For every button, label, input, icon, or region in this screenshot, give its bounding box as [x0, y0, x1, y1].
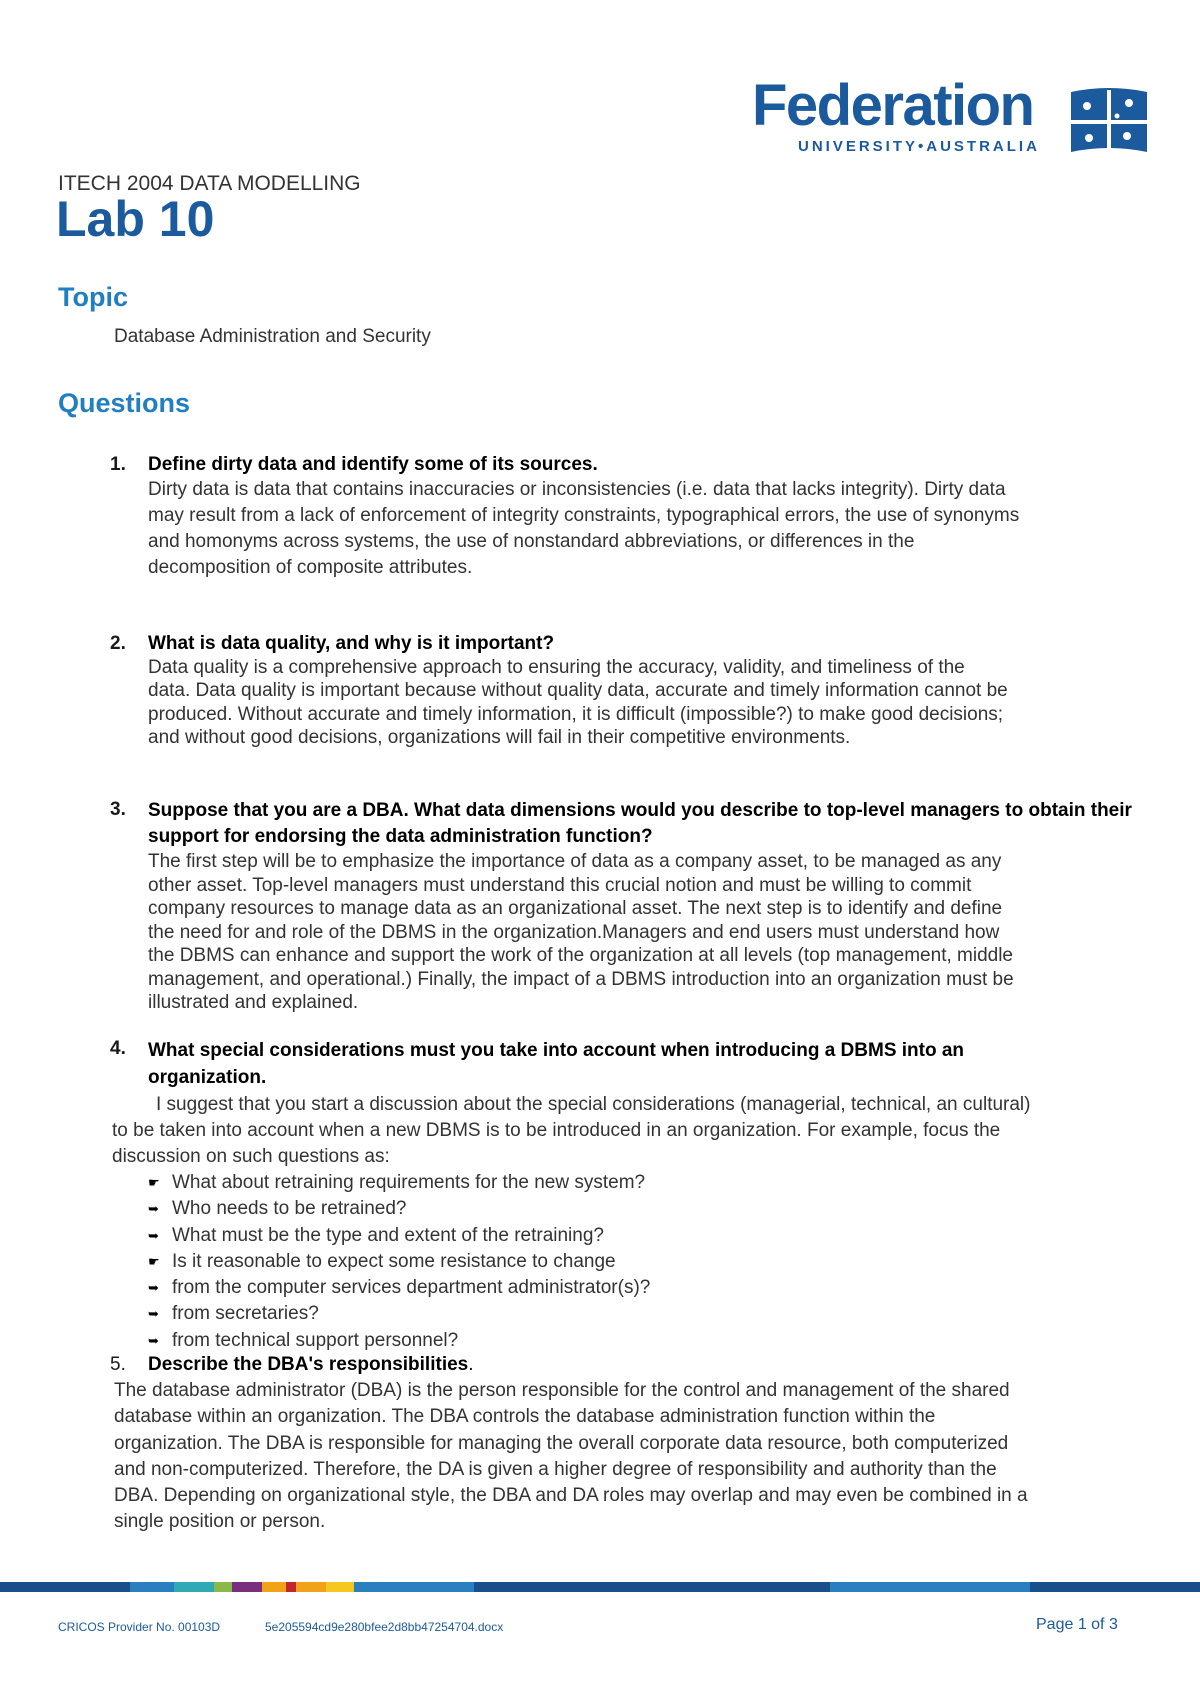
footer-bar-segment — [296, 1582, 326, 1592]
question-title: What special considerations must you take into account when introducing a DBMS into an organization. — [148, 1040, 965, 1088]
question-number: 4. — [110, 1038, 126, 1059]
logo-subtitle: UNIVERSITY•AUSTRALIA — [798, 138, 1040, 155]
question-number: 1. — [110, 454, 126, 475]
list-item-text: from secretaries? — [172, 1303, 319, 1325]
questions-heading: Questions — [58, 388, 191, 418]
arrow-icon: ➥ — [148, 1201, 159, 1217]
list-item — [148, 1196, 650, 1222]
list-item — [148, 1328, 650, 1354]
list-item — [148, 1170, 650, 1196]
question-answer: Data quality is a comprehensive approach to ensuring the accuracy, validity, and timeliness of the data. Data quality is important because without quality data, accurate and timely information cannot be produced. Without accurate and timely information, it is difficult (impossible?) to make good decisions; and without good decisions, organizations will fail in their competitive environments. — [148, 656, 1008, 748]
list-item-text: from the computer services department administrator(s)? — [172, 1277, 651, 1299]
arrow-icon: ➥ — [148, 1280, 159, 1296]
question-4-answer: I suggest that you start a discussion about the special considerations (managerial, technical, an cultural) to be taken into account when a new DBMS is to be introduced in an organization. For example, focus the discussion on such questions as: — [112, 1094, 1031, 1167]
question-title: What is data quality, and why is it important? — [148, 633, 555, 654]
list-item-text: What about retraining requirements for the new system? — [172, 1172, 646, 1193]
footer-bar-segment — [174, 1582, 214, 1592]
question-5 — [110, 1353, 1160, 1377]
question-number: 3. — [110, 799, 126, 820]
question-4 — [110, 1037, 1010, 1091]
question-2 — [110, 632, 1160, 750]
question-5-answer: The database administrator (DBA) is the person responsible for the control and management of the shared database within an organization. The DBA controls the database administration function within the organization. The DBA is responsible for managing the overall corporate data resource, both computerized and non-computerized. Therefore, the DA is given a higher degree of responsibility and authority than the DBA. Depending on organizational style, the DBA and DA roles may overlap and may even be combined in a single position or person. — [114, 1380, 1028, 1533]
pointing-hand-icon: ☛ — [148, 1175, 160, 1190]
question-number: 5. — [110, 1354, 126, 1375]
footer-bar-segment — [232, 1582, 262, 1592]
document-filename: 5e205594cd9e280bfee2d8bb47254704.docx — [265, 1620, 504, 1634]
footer-bar-segment — [262, 1582, 286, 1592]
federation-logo — [752, 73, 1152, 162]
footer-color-bar — [0, 1582, 1200, 1592]
footer-bar-segment — [58, 1582, 118, 1592]
question-title: Suppose that you are a DBA. What data dimensions would you describe to top-level managers to obtain their support for endorsing the data administration function? — [148, 800, 1132, 847]
southern-cross-flag-icon — [1067, 86, 1151, 158]
list-item — [148, 1301, 650, 1327]
question-title: Define dirty data and identify some of its sources. — [148, 454, 598, 475]
footer-bar-segment — [286, 1582, 296, 1592]
list-item-text: from technical support personnel? — [172, 1329, 459, 1351]
footer-bar-segment — [354, 1582, 474, 1592]
topic-heading: Topic — [58, 282, 128, 312]
arrow-icon: ➥ — [148, 1306, 159, 1322]
question-title — [148, 1353, 1160, 1377]
course-title: ITECH 2004 DATA MODELLING — [58, 172, 361, 195]
question-answer: The first step will be to emphasize the importance of data as a company asset, to be managed as any other asset. Top-level managers must understand this crucial notion and must be willing to commit company resources to manage data as an organizational asset. The next step is to identify and define the need for and role of the DBMS in the organization.Managers and end users must understand how the DBMS can enhance and support the work of the organization at all levels (top management, middle management, and operational.) Finally, the impact of a DBMS introduction into an organization must be illustrated and explained. — [148, 851, 1014, 1013]
list-item-text: Is it reasonable to expect some resistance to change — [172, 1250, 616, 1272]
question-1 — [110, 453, 1160, 581]
arrow-icon: ➥ — [148, 1332, 159, 1348]
question-title-text: Describe the DBA's responsibilities — [148, 1354, 469, 1375]
question-number: 2. — [110, 633, 126, 654]
list-item — [148, 1249, 650, 1275]
pointing-hand-icon: ☛ — [148, 1253, 160, 1269]
page-number: Page 1 of 3 — [1036, 1616, 1118, 1633]
list-item-text: What must be the type and extent of the retraining? — [172, 1224, 604, 1246]
logo-wordmark: Federation — [752, 73, 1034, 138]
question-answer: Dirty data is data that contains inaccuracies or inconsistencies (i.e. data that lacks integrity). Dirty data may result from a lack of enforcement of integrity constraints, typographical errors, the use of synonyms and homonyms across systems, the use of nonstandard abbreviations, or differences in the decomposition of composite attributes. — [148, 478, 1020, 578]
footer-bar-segment — [830, 1582, 1030, 1592]
footer-bar-segment — [214, 1582, 232, 1592]
question-title-period: . — [468, 1354, 474, 1375]
lab-title: Lab 10 — [56, 191, 215, 247]
considerations-list — [148, 1170, 650, 1354]
list-item — [148, 1223, 650, 1249]
question-3 — [110, 798, 1160, 1015]
footer-bar-segment — [326, 1582, 354, 1592]
arrow-icon: ➥ — [148, 1227, 159, 1243]
list-item — [148, 1275, 650, 1301]
cricos-number: CRICOS Provider No. 00103D — [58, 1620, 221, 1634]
list-item-text: Who needs to be retrained? — [172, 1198, 407, 1220]
footer-bar-segment — [130, 1582, 174, 1592]
topic-text: Database Administration and Security — [114, 326, 431, 347]
